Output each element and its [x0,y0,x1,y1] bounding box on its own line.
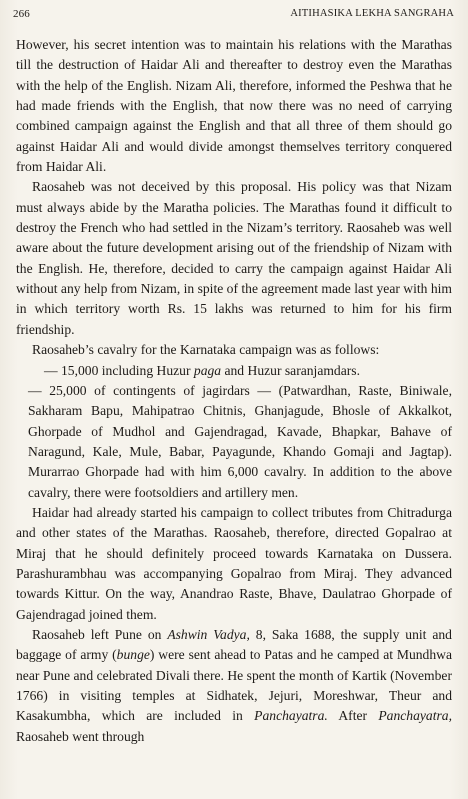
page-number: 266 [13,8,30,20]
p5-d: bunge [116,647,150,663]
p5-h: Panchayatra, [378,708,452,724]
p5-g: After [327,708,379,724]
page-header [13,8,454,28]
paragraph-2: Raosaheb was not deceived by this proposal. His policy was that Nizam must always abide by the Maratha policies. The Marathas found it difficult to destroy the French who had settled in the Nizam’s territory. Raosaheb was well aware about the future development arising out of the friendship of Nizam with the English. He, therefore, decided to carry the campaign against Haidar Ali without any help from Nizam, in spite of the agreement made last year with him in which territory worth Rs. 15 lakhs was returned to him for his firm friendship. [16,179,453,337]
p5-a: Raosaheb left Pune on [32,626,168,642]
paragraph-1: However, his secret intention was to maintain his relations with the Marathas till the destruction of Haidar Ali and thereafter to destroy even the Marathas with the help of the English. Nizam Ali, therefore, informed the Peshwa that he had made friends with the English, that now there was no need of carrying combined campaign against the English and that all three of them should go against Haidar Ali and would divide amongst themselves territory conquered from Haidar Ali. [16,37,452,175]
cavalry-item-1-italic: paga [193,362,222,378]
p5-f: Panchayatra. [254,708,328,724]
paragraph-5 [16,625,452,747]
body-text [16,35,452,747]
cavalry-item-1-b: and Huzur saranjamdars. [221,362,360,378]
running-head: AITIHASIKA LEKHA SANGRAHA [290,8,454,19]
cavalry-item-1 [16,361,452,381]
p5-i: Raosaheb went through [16,728,145,744]
cavalry-item-1-a: — 15,000 including Huzur [44,362,194,378]
cavalry-item-2: — 25,000 of contingents of jagirdars — (Patwardhan, Raste, Biniwale, Sakharam Bapu, Mahipatrao Chitnis, Ghanjagude, Bhosle of Akkalkot, Ghorpade of Mudhol and Gajendragad, Kavade, Bhapkar, Bahave of Naragund, Kale, Mule, Babar, Payagunde, Khando Gomaji and Jagtap). Murarrao Ghorpade had with him 6,000 cavalry. In addition to the above cavalry, there were footsoldiers and artillery men. [28,382,452,500]
paragraph-4: Haidar had already started his campaign to collect tributes from Chitradurga and other states of the Marathas. Raosaheb, therefore, directed Gopalrao at Miraj that he should definitely proceed towards Karnataka on Dussera. Parashurambhau was accompanying Gopalrao from Miraj. They advanced towards Kittur. On the way, Anandrao Raste, Bhave, Daulatrao Ghorpade of Gajendragad joined them. [16,504,452,622]
p5-e: ) were sent ahead to Patas and he camped at Mundhwa near Pune and celebrated Divali there. He spent the month of Kartik (November 1766) in visiting temples at Sidhatek, Jejuri, Moreshwar, Theur and Kasakumbha, which are included in [16,647,453,724]
p5-c: 8, Saka 1688, the supply unit and baggage of army ( [16,626,452,663]
paragraph-3: Raosaheb’s cavalry for the Karnataka campaign was as follows: [32,342,380,358]
p5-b: Ashwin Vadya, [167,626,250,642]
